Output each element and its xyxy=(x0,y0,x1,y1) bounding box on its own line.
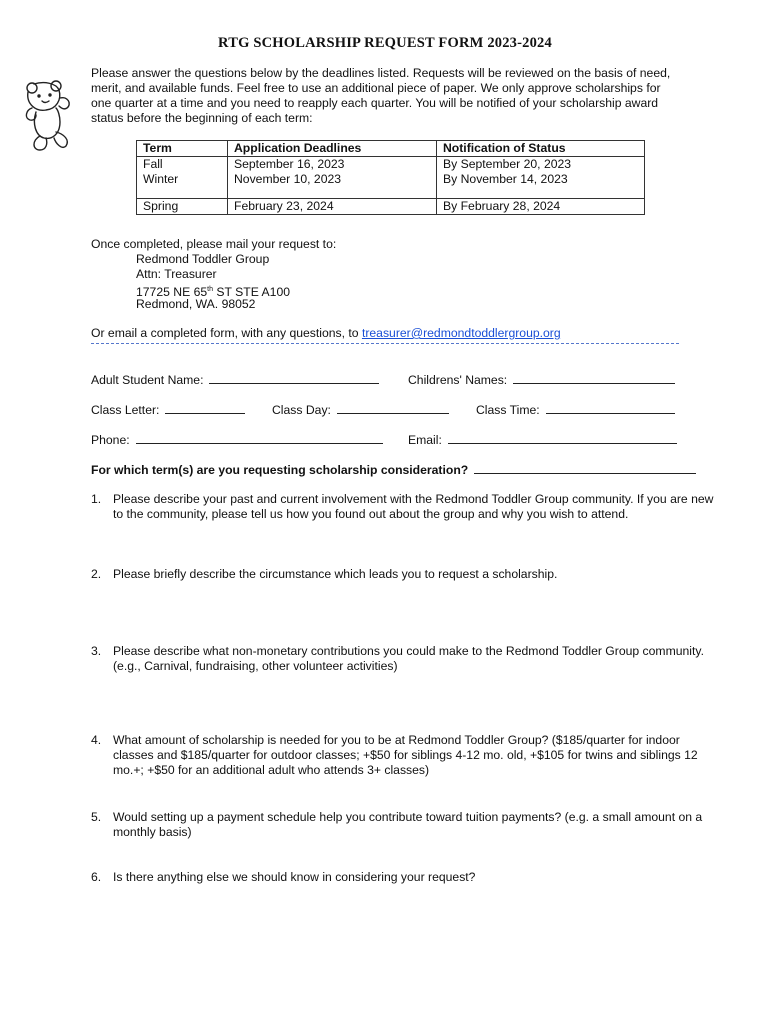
children-names-label: Childrens' Names: xyxy=(408,373,508,387)
table-cell: Spring xyxy=(137,199,228,215)
table-cell: Fall xyxy=(137,157,228,173)
table-row xyxy=(137,157,645,173)
phone-field xyxy=(91,430,383,447)
table-row xyxy=(137,199,645,215)
question-text: What amount of scholarship is needed for you to be at Redmond Toddler Group? ($185/quarter for indoor classes and $185/quarter for outdoor classes; +$50 for siblings 4-12 mo. old, +$105 for twins and siblings 12 mo.+; +$50 for an additional adult who attends 3+ classes) xyxy=(113,733,698,777)
question-text: Is there anything else we should know in considering your request? xyxy=(113,870,476,884)
deadlines-table xyxy=(136,140,645,215)
table-cell: September 16, 2023 xyxy=(228,157,437,173)
address-line: Attn: Treasurer xyxy=(136,267,217,281)
question-item: 6. Is there anything else we should know in considering your request? xyxy=(91,870,721,885)
email-label: Email: xyxy=(408,433,442,447)
treasurer-email-link[interactable]: treasurer@redmondtoddlergroup.org xyxy=(361,326,561,340)
children-names-field xyxy=(408,370,675,387)
table-header: Term xyxy=(137,141,228,157)
table-row xyxy=(137,172,645,199)
class-day-label: Class Day: xyxy=(272,403,331,417)
address-line: Redmond, WA. 98052 xyxy=(136,297,256,311)
term-input[interactable] xyxy=(474,460,696,474)
address-line: 17725 NE 65th ST STE A100 xyxy=(136,285,291,300)
adult-name-field xyxy=(91,370,379,387)
table-cell: Winter xyxy=(137,172,228,199)
class-day-field xyxy=(272,400,449,417)
question-item: 5. Would setting up a payment schedule help you contribute toward tuition payments? (e.g. a small amount on a monthly basis) xyxy=(91,810,721,840)
question-text: Please briefly describe the circumstance which leads you to request a scholarship. xyxy=(113,567,558,581)
question-text: Please describe what non-monetary contributions you could make to the Redmond Toddler Group community. (e.g., Carnival, fundraising, other volunteer activities) xyxy=(113,644,704,673)
class-letter-label: Class Letter: xyxy=(91,403,160,417)
table-cell: November 10, 2023 xyxy=(228,172,437,199)
class-letter-field xyxy=(91,400,245,417)
mail-instructions: Once completed, please mail your request to: xyxy=(91,237,337,251)
table-header: Notification of Status xyxy=(437,141,645,157)
table-header-row xyxy=(137,141,645,157)
class-day-input[interactable] xyxy=(337,400,449,414)
adult-name-label: Adult Student Name: xyxy=(91,373,204,387)
table-cell: By February 28, 2024 xyxy=(437,199,645,215)
email-input[interactable] xyxy=(448,430,677,444)
term-question: For which term(s) are you requesting scholarship consideration? xyxy=(91,460,696,477)
address-line: Redmond Toddler Group xyxy=(136,252,270,266)
email-field xyxy=(408,430,677,447)
table-cell: February 23, 2024 xyxy=(228,199,437,215)
question-text: Would setting up a payment schedule help you contribute toward tuition payments? (e.g. a small amount on a monthly basis) xyxy=(113,810,703,839)
adult-name-input[interactable] xyxy=(209,370,379,384)
class-time-field xyxy=(476,400,675,417)
class-letter-input[interactable] xyxy=(165,400,245,414)
phone-label: Phone: xyxy=(91,433,130,447)
table-cell: By September 20, 2023 xyxy=(437,157,645,173)
class-time-label: Class Time: xyxy=(476,403,540,417)
table-cell: By November 14, 2023 xyxy=(437,172,645,199)
question-item: 4. What amount of scholarship is needed for you to be at Redmond Toddler Group? ($185/quarter for indoor classes and $185/quarter for outdoor classes; +$50 for siblings 4-12 mo. old, +$105 for twins and siblings 12 mo.+; +$50 for an additional adult who attends 3+ classes) xyxy=(91,733,721,778)
email-instructions: Or email a completed form, with any questions, to treasurer@redmondtoddlergroup.org xyxy=(91,326,561,340)
question-text: Please describe your past and current involvement with the Redmond Toddler Group community. If you are new to the community, please tell us how you found out about the group and why you wish to attend. xyxy=(113,492,714,521)
mailing-address xyxy=(136,252,290,312)
phone-input[interactable] xyxy=(136,430,383,444)
teddy-bear-icon xyxy=(22,78,78,158)
question-item: 1. Please describe your past and current involvement with the Redmond Toddler Group community. If you are new to the community, please tell us how you found out about the group and why you wish to attend. xyxy=(91,492,721,522)
question-item: 2. Please briefly describe the circumstance which leads you to request a scholarship. xyxy=(91,567,721,582)
children-names-input[interactable] xyxy=(513,370,675,384)
form-title: RTG SCHOLARSHIP REQUEST FORM 2023-2024 xyxy=(218,35,552,51)
table-header: Application Deadlines xyxy=(228,141,437,157)
divider xyxy=(91,343,679,344)
question-item: 3. Please describe what non-monetary contributions you could make to the Redmond Toddler Group community. (e.g., Carnival, fundraising, other volunteer activities) xyxy=(91,644,721,674)
class-time-input[interactable] xyxy=(546,400,675,414)
intro-paragraph: Please answer the questions below by the deadlines listed. Requests will be reviewed on the basis of need, merit, and available funds. Feel free to use an additional piece of paper. We only approve scholarships for one quarter at a time and you need to reapply each quarter. You will be notified of your scholarship award status before the beginning of each term: xyxy=(91,66,671,125)
